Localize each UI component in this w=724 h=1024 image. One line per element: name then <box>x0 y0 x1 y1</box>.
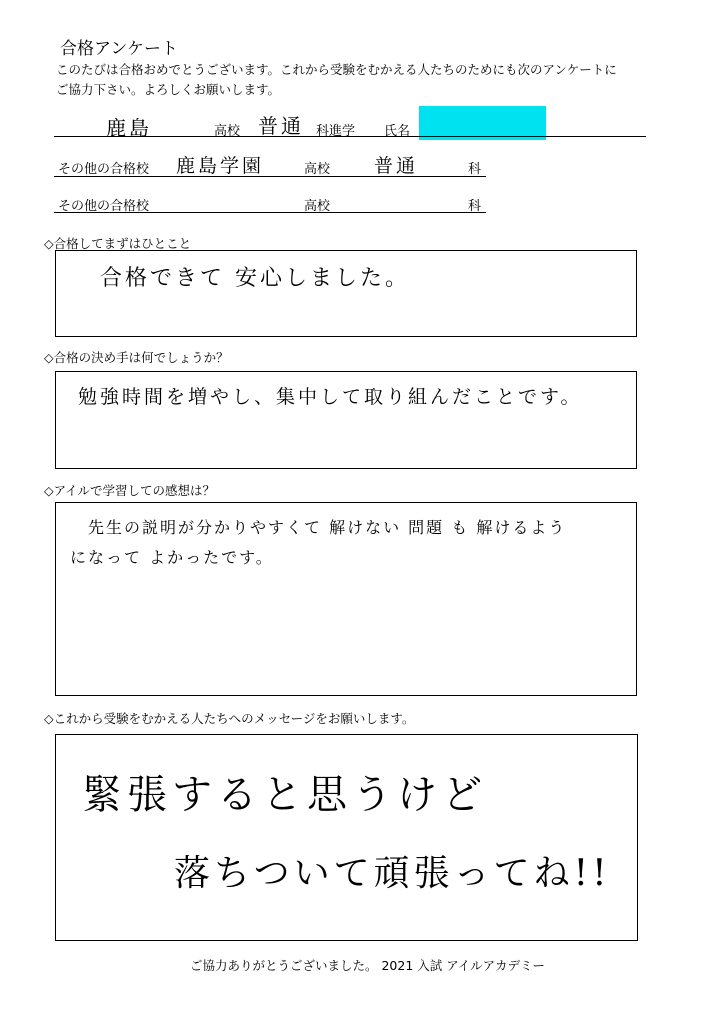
row-3-underline <box>54 212 486 213</box>
intro-line-1: このたびは合格おめでとうございます。これから受験をむかえる人たちのためにも次のアンケートに <box>56 62 617 77</box>
answer-4-line-1: 緊張すると思うけど <box>82 772 487 818</box>
row-1-underline <box>54 136 646 137</box>
question-4-heading: ◇これから受験をむかえる人たちへのメッセージをお願いします。 <box>44 711 415 726</box>
answer-3-line-1: 先生の説明が分かりやすくて 解けない 問題 も 解けるよう <box>88 518 567 537</box>
answer-3-line-2: になって よかったです。 <box>70 548 274 567</box>
answer-2-line-1: 勉強時間を増やし、集中して取り組んだことです。 <box>78 386 583 408</box>
school-label: 高校 <box>214 124 241 139</box>
course-name-handwritten: 普通 <box>258 114 304 138</box>
question-3-heading: ◇アイルで学習しての感想は？ <box>44 483 215 498</box>
answer-4-line-2: 落ちついて頑張ってね!! <box>174 853 611 894</box>
other-school-school-label-2: 高校 <box>304 199 331 214</box>
name-redaction <box>419 106 546 140</box>
answer-box-3 <box>55 502 637 696</box>
page-title: 合格アンケート <box>60 39 178 59</box>
answer-box-4 <box>55 734 638 941</box>
answer-box-1 <box>55 250 637 337</box>
answer-box-2 <box>55 371 637 469</box>
question-1-heading: ◇合格してまずはひとこと <box>44 236 192 251</box>
footer-text: ご協力ありがとうございました。 2021 入試 アイルアカデミー <box>190 958 545 973</box>
name-label: 氏名 <box>384 124 411 139</box>
other-school-name-1-handwritten: 鹿島学園 <box>176 155 265 177</box>
other-school-course-1-handwritten: 普通 <box>374 155 419 177</box>
other-school-label-1: その他の合格校 <box>58 162 150 177</box>
course-label: 科進学 <box>316 124 356 139</box>
school-name-handwritten: 鹿島 <box>106 116 152 140</box>
answer-1-line-1: 合格できて 安心しました。 <box>100 266 410 291</box>
other-school-school-label-1: 高校 <box>304 162 331 177</box>
row-2-underline <box>54 176 486 177</box>
other-school-course-label-2: 科 <box>468 199 482 214</box>
intro-line-2: ご協力下さい。よろしくお願いします。 <box>56 82 281 97</box>
other-school-label-2: その他の合格校 <box>58 199 150 214</box>
question-2-heading: ◇合格の決め手は何でしょうか？ <box>44 350 229 365</box>
other-school-course-label-1: 科 <box>468 162 482 177</box>
